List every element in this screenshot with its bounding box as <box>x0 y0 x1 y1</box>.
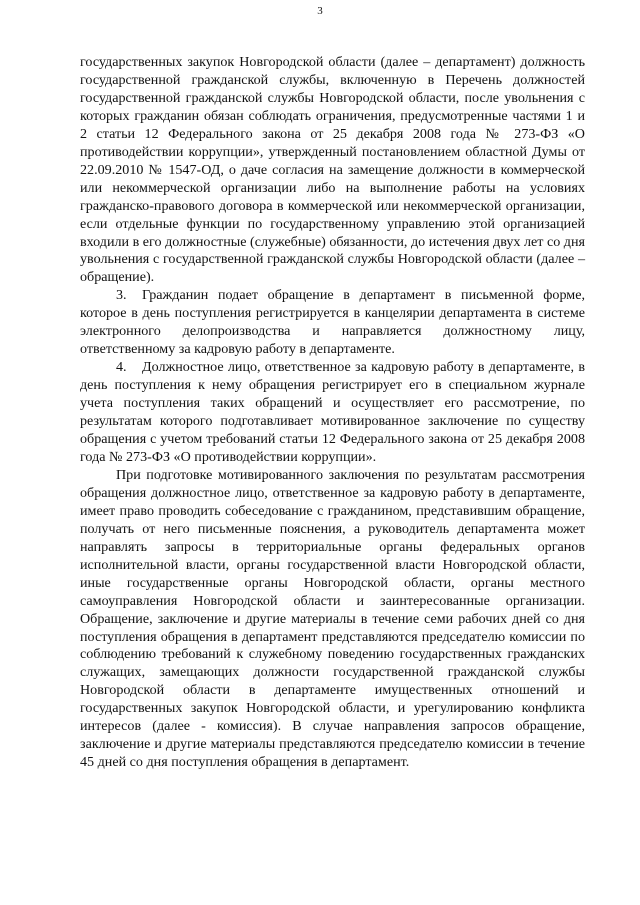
paragraph-text: Гражданин подает обращение в департамент в письменной форме, которое в день поступления регистрируется в канцелярии департамента в системе электронного делопроизводства и направляется должностному лицу, ответственному за кадровую работу в департаменте. <box>80 287 585 358</box>
paragraph-text: При подготовке мотивированного заключения по результатам рассмотрения обращения должностное лицо, ответственное за кадровую работу в департаменте, имеет право проводить собеседование с гражданином, представившим обращение, получать от него письменные пояснения, а руководитель департамента может направлять запросы в территориальные органы федеральных органов исполнительной власти, органы государственной власти Новгородской области, иные государственные органы Новгородской области, органы местного самоуправления Новгородской области и заинтересованные организации. Обращение, заключение и другие материалы в течение семи рабочих дней со дня поступления обращения в департамент представляются председателю комиссии по соблюдению требований к служебному поведению государственных гражданских служащих, замещающих должности государственной гражданской службы Новгородской области в департаменте имущественных отношений и государственных закупок Новгородской области, и урегулированию конфликта интересов (далее - комиссия). В случае направления запросов обращение, заключение и другие материалы представляются председателю комиссии в течение 45 дней со дня поступления обращения в департамент. <box>80 466 585 771</box>
paragraph-4 <box>80 359 585 467</box>
document-body <box>80 54 585 772</box>
paragraph-3 <box>80 287 585 359</box>
paragraph-text: государственных закупок Новгородской области (далее – департамент) должность государственной гражданской службы, включенную в Перечень должностей государственной гражданской службы Новгородской области, после увольнения с которых гражданин обязан соблюдать ограничения, предусмотренные частями 1 и 2 статьи 12 Федерального закона от 25 декабря 2008 года № 273-ФЗ «О противодействии коррупции», утвержденный постановлением областной Думы от 22.09.2010 № 1547-ОД, о даче согласия на замещение должности в коммерческой или некоммерческой организации либо на выполнение работы на условиях гражданско-правового договора в коммерческой или некоммерческой организации, если отдельные функции по государственному управлению этой организацией входили в его должностные (служебные) обязанности, до истечения двух лет со дня увольнения с государственной гражданской службы Новгородской области (далее – обращение). <box>80 54 585 286</box>
paragraph-text: Должностное лицо, ответственное за кадровую работу в департаменте, в день поступления к нему обращения регистрирует его в специальном журнале учета поступления таких обращений и осуществляет его рассмотрение, по результатам которого подготавливает мотивированное заключение по существу обращения с учетом требований статьи 12 Федерального закона от 25 декабря 2008 года № 273-ФЗ «О противодействии коррупции». <box>80 359 585 465</box>
paragraph-number: 3. <box>116 287 127 304</box>
paragraph-number: 4. <box>116 359 127 376</box>
paragraph-preparation <box>80 467 585 772</box>
paragraph-continuation <box>80 54 585 287</box>
page-number: 3 <box>317 5 323 17</box>
